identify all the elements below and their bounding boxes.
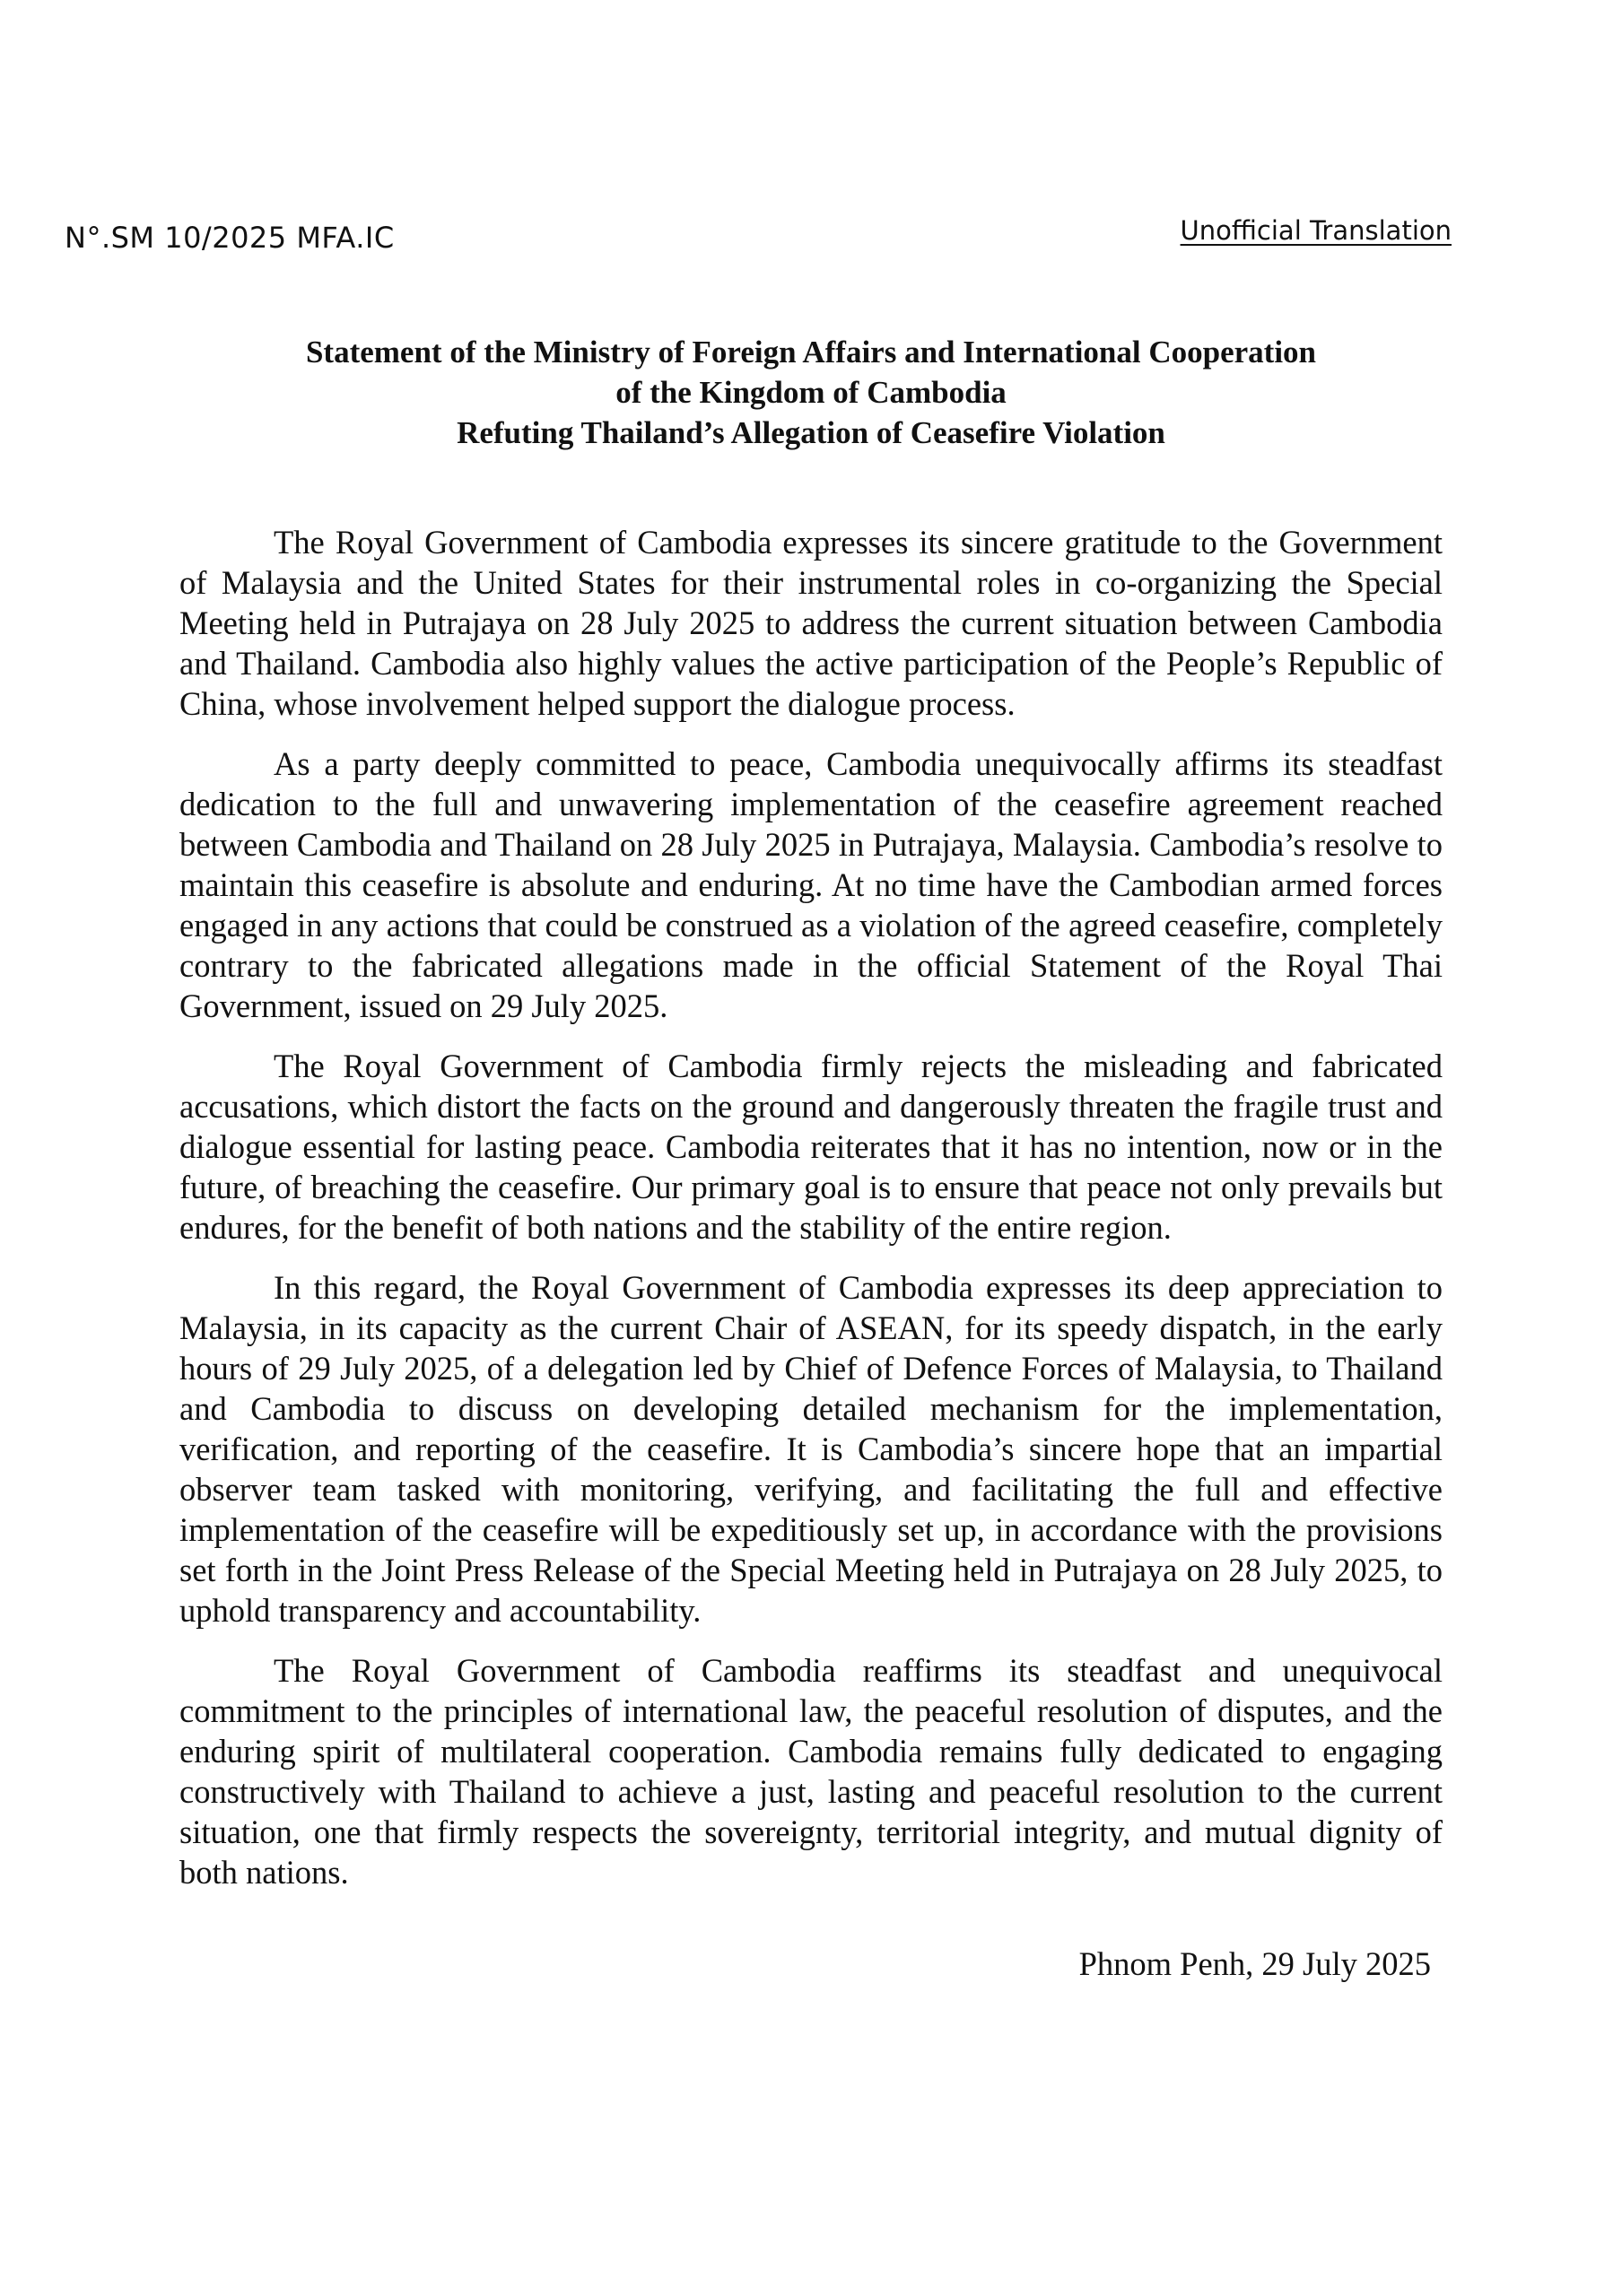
unofficial-translation-note: Unofficial Translation: [1180, 215, 1452, 246]
paragraph-3: The Royal Government of Cambodia firmly rejects the misleading and fabricated accusations, which distort the facts on the ground and dangerously threaten the fragile trust and dialogue essential for lasting peace. Cambodia reiterates that it has no intention, now or in the future, of breaching the ceasefire. Our primary goal is to ensure that peace not only prevails but endures, for the benefit of both nations and the stability of the entire region.: [179, 1048, 1443, 1246]
statement-body: [179, 522, 1443, 1912]
paragraph-2: As a party deeply committed to peace, Cambodia unequivocally affirms its steadfast dedication to the full and unwavering implementation of the ceasefire agreement reached between Cambodia and Thailand on 28 July 2025 in Putrajaya, Malaysia. Cambodia’s resolve to maintain this ceasefire is absolute and enduring. At no time have the Cambodian armed forces engaged in any actions that could be construed as a violation of the agreed ceasefire, completely contrary to the fabricated allegations made in the official Statement of the Royal Thai Government, issued on 29 July 2025.: [179, 745, 1443, 1024]
paragraph-1: The Royal Government of Cambodia expresses its sincere gratitude to the Government of Malaysia and the United States for their instrumental roles in co-organizing the Special Meeting held in Putrajaya on 28 July 2025 to address the current situation between Cambodia and Thailand. Cambodia also highly values the active participation of the People’s Republic of China, whose involvement helped support the dialogue process.: [179, 524, 1443, 722]
title-line-1: Statement of the Ministry of Foreign Affairs and International Cooperation: [305, 335, 1317, 370]
reference-number: N°.SM 10/2025 MFA.IC: [65, 221, 395, 255]
paragraph-5: The Royal Government of Cambodia reaffirms its steadfast and unequivocal commitment to the principles of international law, the peaceful resolution of disputes, and the enduring spirit of multilateral cooperation. Cambodia remains fully dedicated to engaging constructively with Thailand to achieve a just, lasting and peaceful resolution to the current situation, one that firmly respects the sovereignty, territorial integrity, and mutual dignity of both nations.: [179, 1652, 1443, 1891]
title-line-3: Refuting Thailand’s Allegation of Ceasefire Violation: [457, 415, 1165, 450]
place-and-date: Phnom Penh, 29 July 2025: [1078, 1945, 1431, 1982]
title-line-2: of the Kingdom of Cambodia: [615, 375, 1007, 410]
paragraph-4: In this regard, the Royal Government of Cambodia expresses its deep appreciation to Malaysia, in its capacity as the current Chair of ASEAN, for its speedy dispatch, in the early hours of 29 July 2025, of a delegation led by Chief of Defence Forces of Malaysia, to Thailand and Cambodia to discuss on developing detailed mechanism for the implementation, verification, and reporting of the ceasefire. It is Cambodia’s sincere hope that an impartial observer team tasked with monitoring, verifying, and facilitating the full and effective implementation of the ceasefire will be expeditiously set up, in accordance with the provisions set forth in the Joint Press Release of the Special Meeting held in Putrajaya on 28 July 2025, to uphold transparency and accountability.: [179, 1269, 1443, 1629]
statement-title: [179, 332, 1443, 453]
